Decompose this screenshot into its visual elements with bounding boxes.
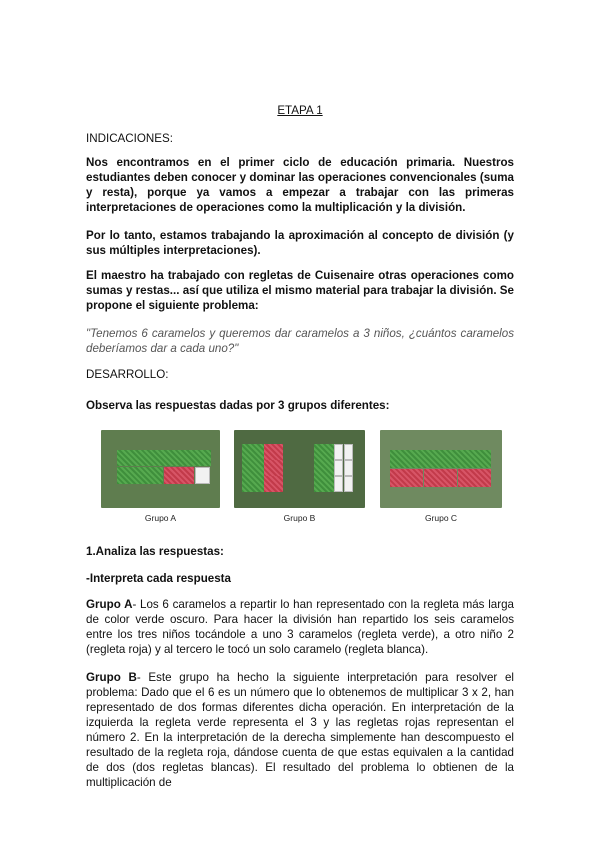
indicaciones-heading: INDICACIONES: xyxy=(86,132,173,145)
grupo-a-text: - Los 6 caramelos a repartir lo han representado con la regleta más larga de color verde oscuro. Para hacer la división han repartido los seis caramelos entre los tres niños tocándole a uno 3 caramelos (regleta verde), a otro niño 2 (regleta roja) y al tercero le tocó un solo caramelo (regleta blanca). xyxy=(86,598,514,656)
grupo-b-paragraph xyxy=(86,670,514,790)
red-rod xyxy=(164,467,194,484)
green-rod-long xyxy=(117,450,211,466)
red-rod-3 xyxy=(458,469,491,487)
red-rod-1 xyxy=(264,444,283,460)
desarrollo-heading: DESARROLLO: xyxy=(86,368,169,381)
white-rod xyxy=(195,467,210,484)
white-cube-2 xyxy=(344,444,353,460)
white-cube-3 xyxy=(334,460,343,476)
white-cube-4 xyxy=(344,460,353,476)
green-rod xyxy=(117,467,163,484)
grupo-b-text: - Este grupo ha hecho la siguiente interpretación para resolver el problema: Dado que el 6 es un número que lo obtenemos de multiplicar 3 x 2, han representado de dos formas diferentes dicha operación. En interpretación de la izquierda la regleta verde representa el 3 y las regletas rojas representan el número 2. En la interpretación de la derecha simplemente han descompuesto el resultado de la regleta roja, dándose cuenta de que estas equivalen a la cantidad de dos (dos regletas blancas). El resultado del problema lo obtienen de la multiplicación de xyxy=(86,671,514,789)
figure-grupo-c xyxy=(380,430,502,508)
grupo-b-label: Grupo B xyxy=(86,671,137,684)
interpreta-heading: -Interpreta cada respuesta xyxy=(86,572,231,585)
red-rod-1 xyxy=(390,469,423,487)
green-rod-long xyxy=(390,450,491,468)
white-cube-5 xyxy=(334,476,343,492)
caption-grupo-c: Grupo C xyxy=(424,513,458,523)
green-rod-vertical-2 xyxy=(314,444,334,492)
figure-grupo-b xyxy=(234,430,365,508)
intro-paragraph-3: El maestro ha trabajado con regletas de Cuisenaire otras operaciones como sumas y restas... así que utiliza el mismo material para trabajar la división. Se propone el siguiente problema: xyxy=(86,269,514,312)
page-title: ETAPA 1 xyxy=(277,104,323,117)
white-cube-6 xyxy=(344,476,353,492)
white-cube-1 xyxy=(334,444,343,460)
problem-quote: "Tenemos 6 caramelos y queremos dar caramelos a 3 niños, ¿cuántos caramelos deberíamos dar a cada uno?" xyxy=(86,327,514,355)
red-rod-2 xyxy=(424,469,457,487)
red-rod-3 xyxy=(264,476,283,492)
grupo-a-paragraph xyxy=(86,597,514,657)
grupo-a-label: Grupo A xyxy=(86,598,133,611)
figure-grupo-a xyxy=(101,430,220,508)
caption-grupo-b: Grupo B xyxy=(283,513,316,523)
observa-text: Observa las respuestas dadas por 3 grupos diferentes: xyxy=(86,399,390,412)
red-rod-2 xyxy=(264,460,283,476)
caption-grupo-a: Grupo A xyxy=(144,513,177,523)
green-rod-vertical xyxy=(242,444,264,492)
intro-paragraph-2: Por lo tanto, estamos trabajando la aproximación al concepto de división (y sus múltiples interpretaciones). xyxy=(86,229,514,257)
section1-heading: 1.Analiza las respuestas: xyxy=(86,545,224,558)
intro-paragraph-1: Nos encontramos en el primer ciclo de educación primaria. Nuestros estudiantes deben conocer y dominar las operaciones convencionales (suma y resta), porque ya vamos a empezar a trabajar con las primeras interpretaciones de operaciones como la multiplicación y la división. xyxy=(86,156,514,214)
